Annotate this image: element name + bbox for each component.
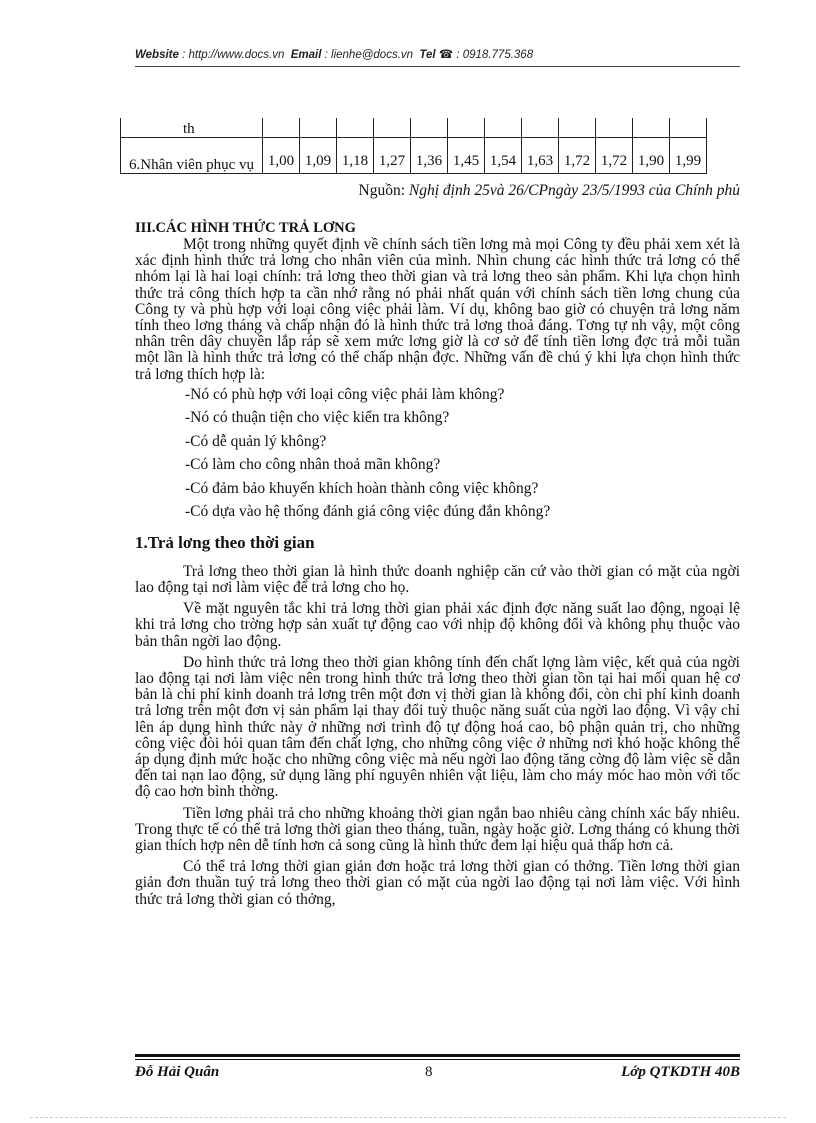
list-item: -Nó có phù hợp với loại công việc phải làm không? xyxy=(185,385,505,403)
table-cell: 1,18 xyxy=(337,138,374,174)
list-item: -Có đảm bảo khuyến khích hoàn thành công việc không? xyxy=(185,479,539,497)
table-cell: 1,45 xyxy=(448,138,485,174)
website-label: Website xyxy=(135,49,179,61)
page-number: 8 xyxy=(425,1064,433,1080)
list-item: -Nó có thuận tiện cho việc kiển tra không? xyxy=(185,409,450,427)
table-cell-label: 6.Nhân viên phục vụ xyxy=(121,138,263,174)
table-row xyxy=(121,118,707,138)
footer-rule-thick xyxy=(135,1054,740,1057)
table-cell xyxy=(300,118,337,138)
footer-class: Lớp QTKDTH 40B xyxy=(621,1064,740,1080)
source-text: Nghị định 25và 26/CPngày 23/5/1993 của Chính phủ xyxy=(408,182,740,199)
table-cell xyxy=(522,118,559,138)
email-value: : lienhe@docs.vn xyxy=(324,49,414,61)
salary-coefficient-table xyxy=(120,118,707,174)
footer-rule-thin xyxy=(135,1059,740,1060)
paragraph: Có thể trả lơng thời gian giản đơn hoặc trả lơng thời gian có thởng. Tiền lơng thời gian giản đơn thuần tuý trả lơng theo thời gian có mặt của ngời lao động tại nơi làm việc. Với hình thức trả lơng thời gian có thởng, xyxy=(135,858,740,908)
table-cell: 1,72 xyxy=(596,138,633,174)
subsection-heading: 1.Trả lơng theo thời gian xyxy=(135,532,315,552)
section-heading: III.CÁC HÌNH THỨC TRẢ LƠNG xyxy=(135,220,356,236)
list-item: -Có làm cho công nhân thoả mãn không? xyxy=(185,456,441,474)
header-rule xyxy=(135,66,740,67)
table-cell xyxy=(670,118,707,138)
footer-author: Đỗ Hải Quân xyxy=(135,1064,220,1080)
table-source xyxy=(258,182,740,200)
website-value: : http://www.docs.vn xyxy=(182,49,285,61)
paragraph: Do hình thức trả lơng theo thời gian không tính đến chất lợng làm việc, kết quả của ngời lao động tại nơi làm việc nên trong hình thức trả lơng theo thời gian tồn tại hai mối quan hệ cơ bản là chi phí kinh doanh trả lơng trên một đơn vị thời gian là không đổi, còn chi phí kinh doanh trả lơng trên một đơn vị sản phẩm lại thay đổi tuỳ thuộc năng suất của ngời lao động. Vì vậy chỉ lên áp dụng hình thức này ở những nơi trình độ tự động hoá cao, bộ phận quản trị, cho những công việc đòi hỏi quan tâm đến chất lợng, cho những công việc ở những nơi khó hoặc không thể áp dụng định mức hoặc cho những công việc mà nếu ngời lao động tăng cờng độ làm việc sẽ dẫn đến tai nạn lao động, sử dụng lãng phí nguyên nhiên vật liệu, làm cho máy móc hao mòn với tốc độ cao hơn bình thờng. xyxy=(135,653,740,801)
document-body xyxy=(135,220,740,908)
email-label: Email xyxy=(290,49,322,61)
table-cell: 1,54 xyxy=(485,138,522,174)
list-item: -Có dễ quản lý không? xyxy=(185,432,327,450)
table-cell xyxy=(337,118,374,138)
list-item: -Có dựa vào hệ thống đánh giá công việc đúng đắn không? xyxy=(185,503,551,521)
table-cell: 1,63 xyxy=(522,138,559,174)
table-cell xyxy=(374,118,411,138)
source-prefix: Nguồn: xyxy=(358,182,406,199)
table-cell xyxy=(596,118,633,138)
table-cell: 1,36 xyxy=(411,138,448,174)
table-cell xyxy=(448,118,485,138)
table-cell: 1,09 xyxy=(300,138,337,174)
tel-value: : 0918.775.368 xyxy=(456,49,534,61)
table-cell xyxy=(411,118,448,138)
table-cell: 1,72 xyxy=(559,138,596,174)
paragraph: Về mặt nguyên tắc khi trả lơng thời gian phải xác định đợc năng suất lao động, ngoại lệ khi trả lơng cho trờng hợp sản xuất tự động cao với nhịp độ không đổi và không phụ thuộc vào bản thân ngời lao động. xyxy=(135,600,740,650)
paragraph: Trả lơng theo thời gian là hình thức doanh nghiệp căn cứ vào thời gian có mặt của ngời lao động tại nơi làm việc để trả lơng cho họ. xyxy=(135,562,740,597)
table-cell xyxy=(559,118,596,138)
page-header xyxy=(135,47,740,61)
table-cell-label: th xyxy=(121,118,263,138)
phone-icon: ☎ xyxy=(438,49,454,61)
table-cell xyxy=(263,118,300,138)
question-list xyxy=(135,383,740,524)
table-cell: 1,90 xyxy=(633,138,670,174)
table-cell: 1,27 xyxy=(374,138,411,174)
paragraph: Một trong những quyết định về chính sách tiền lơng mà mọi Công ty đều phải xem xét là xác định hình thức trả lơng cho nhân viên của mình. Nhìn chung các hình thức trả lơng có thể nhóm lại là hai loại chính: trả lơng theo thời gian và trả lơng theo sản phẩm. Khi lựa chọn hình thức trả công thích hợp ta cần nhớ rằng nó phải nhất quán với chính sách tiền lơng chung của Công ty và phù hợp với loại công việc phải làm. Ví dụ, không bao giờ có chuyện trả lơng năm tính theo lơng tháng và chấp nhận đó là hình thức trả lơng thoả đáng. Tơng tự nh vậy, một công nhân trên dây chuyền lắp ráp sẽ xem mức lơng giờ là cơ sở để tính tiền lơng đợc trả mỗi tuần một lần là hình thức trả lơng có thể chấp nhận đợc. Những vấn đề chú ý khi lựa chọn hình thức trả lơng thích hợp là: xyxy=(135,236,740,383)
page-footer xyxy=(135,1064,740,1084)
table-cell: 1,99 xyxy=(670,138,707,174)
paragraph: Tiền lơng phải trả cho những khoảng thời gian ngắn bao nhiêu càng chính xác bấy nhiêu. Trong thực tế có thể trả lơng thời gian theo tháng, tuần, ngày hoặc giờ. Lơng tháng có khung thời gian thích hợp nên dễ tính hơn cả song cũng là hình thức đem lại hiệu quả thấp hơn cả. xyxy=(135,804,740,855)
tel-label: Tel xyxy=(419,49,436,61)
table-cell: 1,00 xyxy=(263,138,300,174)
page-bottom-divider xyxy=(30,1117,786,1118)
table-cell xyxy=(485,118,522,138)
table-cell xyxy=(633,118,670,138)
table-row xyxy=(121,138,707,174)
